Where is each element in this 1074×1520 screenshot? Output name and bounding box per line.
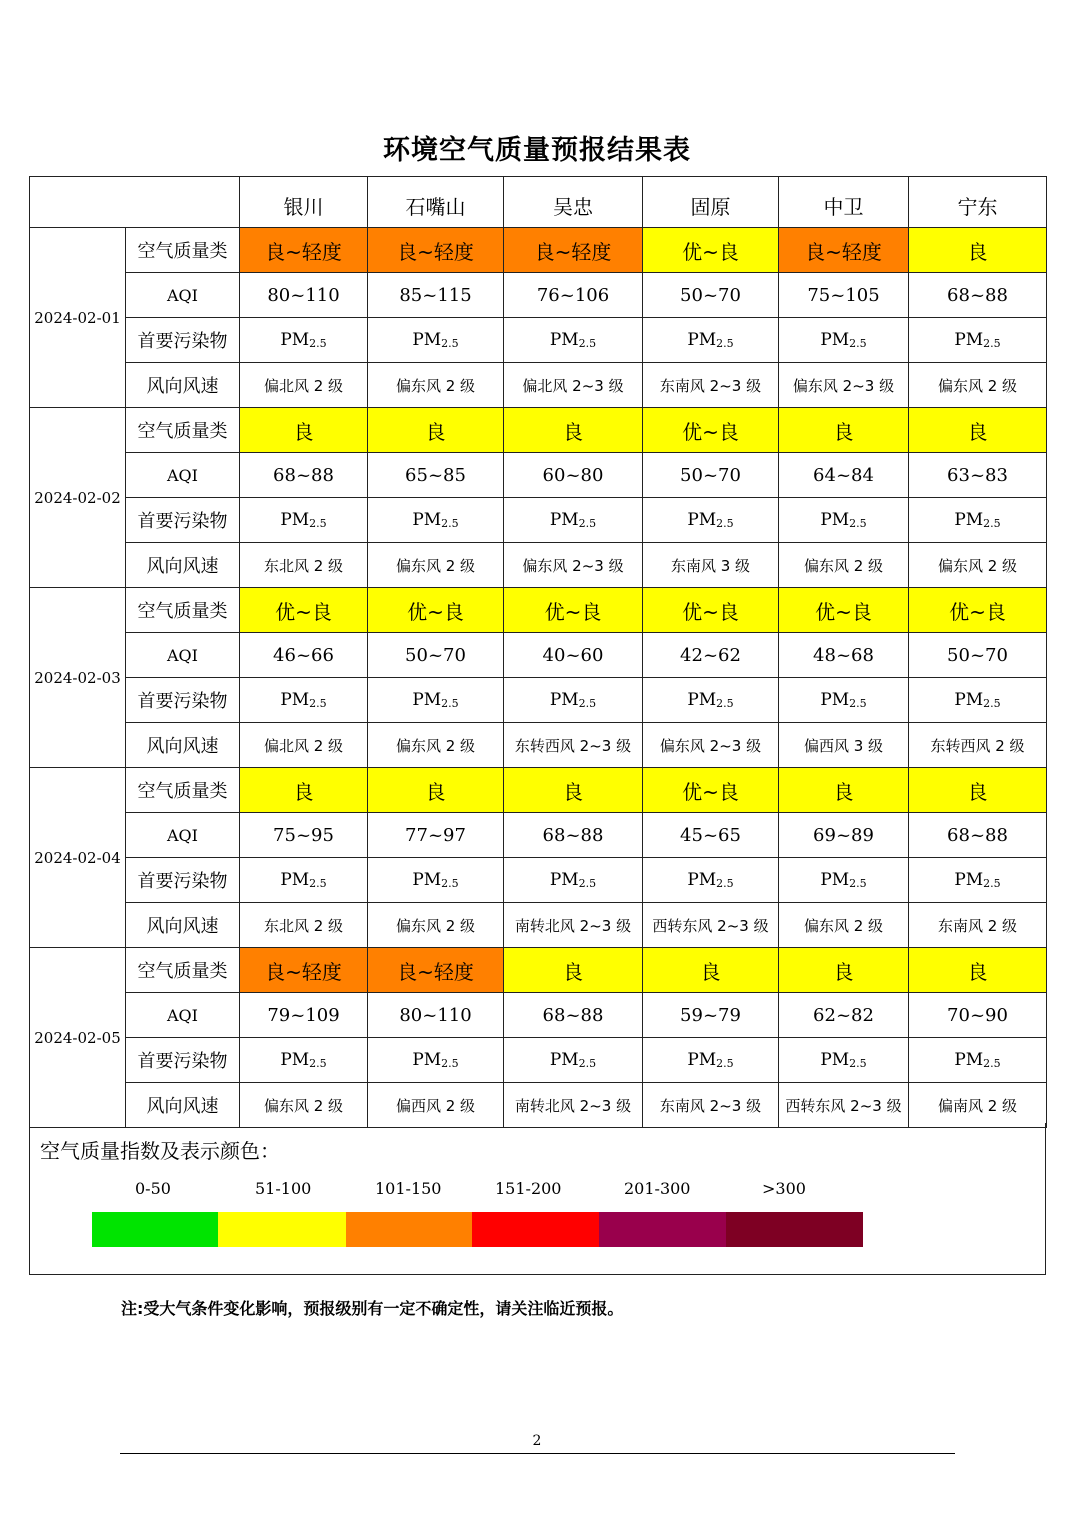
- pollutant-cell: [779, 498, 909, 543]
- aqi-cell: 63~83: [909, 453, 1047, 498]
- aqi-cell: 62~82: [779, 993, 909, 1038]
- aqi-row: [30, 273, 1047, 318]
- row-label-wind: 风向风速: [126, 723, 240, 768]
- pollutant-base: PM: [280, 510, 310, 530]
- pollutant-cell: [779, 318, 909, 363]
- wind-cell: 偏东风 2 级: [368, 363, 504, 408]
- row-label-aqi: AQI: [126, 993, 240, 1038]
- pollutant-subscript: 2.5: [578, 337, 597, 350]
- city-header: 石嘴山: [368, 177, 504, 228]
- legend-range-label: 0-50: [135, 1179, 171, 1198]
- pollutant-base: PM: [820, 1050, 850, 1070]
- pollutant-cell: [368, 858, 504, 903]
- category-cell: 优~良: [643, 588, 779, 633]
- pollutant-base: PM: [820, 690, 850, 710]
- pollutant-cell: [240, 498, 368, 543]
- pollutant-cell: [909, 318, 1047, 363]
- wind-row: [30, 903, 1047, 948]
- category-cell: 良~轻度: [368, 948, 504, 993]
- category-cell: 优~良: [779, 588, 909, 633]
- pollutant-cell: [368, 678, 504, 723]
- aqi-cell: 45~65: [643, 813, 779, 858]
- wind-cell: 偏东风 2 级: [909, 363, 1047, 408]
- legend-range-label: 51-100: [255, 1179, 312, 1198]
- pollutant-subscript: 2.5: [309, 517, 327, 530]
- pollutant-subscript: 2.5: [983, 337, 1001, 350]
- pollutant-subscript: 2.5: [983, 697, 1001, 710]
- pollutant-cell: [240, 318, 368, 363]
- pollutant-cell: [909, 678, 1047, 723]
- aqi-row: [30, 993, 1047, 1038]
- category-cell: 良: [504, 948, 643, 993]
- aqi-cell: 68~88: [504, 993, 643, 1038]
- aqi-cell: 50~70: [643, 273, 779, 318]
- wind-cell: 东转西风 2~3 级: [504, 723, 643, 768]
- aqi-cell: 46~66: [240, 633, 368, 678]
- legend-swatch: [346, 1212, 472, 1247]
- row-label-wind: 风向风速: [126, 363, 240, 408]
- pollutant-cell: [643, 1038, 779, 1083]
- aqi-cell: 50~70: [643, 453, 779, 498]
- pollutant-cell: [504, 1038, 643, 1083]
- forecast-table: [29, 176, 1047, 1128]
- pollutant-subscript: 2.5: [849, 517, 867, 530]
- pollutant-subscript: 2.5: [578, 877, 597, 890]
- category-cell: 优~良: [643, 768, 779, 813]
- category-cell: 良~轻度: [779, 228, 909, 273]
- pollutant-cell: [368, 498, 504, 543]
- wind-cell: 偏东风 2~3 级: [643, 723, 779, 768]
- aqi-row: [30, 813, 1047, 858]
- pollutant-cell: [504, 678, 643, 723]
- pollutant-subscript: 2.5: [849, 1057, 867, 1070]
- pollutant-base: PM: [954, 510, 984, 530]
- category-row: [30, 408, 1047, 453]
- legend-range-label: 201-300: [624, 1179, 691, 1198]
- pollutant-base: PM: [280, 870, 310, 890]
- pollutant-cell: [368, 1038, 504, 1083]
- category-row: [30, 948, 1047, 993]
- legend-panel: [29, 1123, 1046, 1275]
- pollutant-base: PM: [549, 690, 579, 710]
- pollutant-subscript: 2.5: [983, 1057, 1001, 1070]
- aqi-cell: 64~84: [779, 453, 909, 498]
- aqi-cell: 79~109: [240, 993, 368, 1038]
- aqi-cell: 68~88: [504, 813, 643, 858]
- category-cell: 优~良: [643, 408, 779, 453]
- legend-swatch: [92, 1212, 218, 1247]
- footer-divider: [120, 1453, 955, 1454]
- row-label-pollutant: 首要污染物: [126, 678, 240, 723]
- pollutant-cell: [643, 858, 779, 903]
- pollutant-subscript: 2.5: [309, 877, 327, 890]
- pollutant-cell: [909, 858, 1047, 903]
- aqi-cell: 85~115: [368, 273, 504, 318]
- city-header: 固原: [643, 177, 779, 228]
- wind-cell: 东转西风 2 级: [909, 723, 1047, 768]
- wind-cell: 东南风 2~3 级: [643, 363, 779, 408]
- aqi-cell: 68~88: [909, 273, 1047, 318]
- legend-swatch: [218, 1212, 346, 1247]
- pollutant-row: [30, 678, 1047, 723]
- aqi-cell: 80~110: [368, 993, 504, 1038]
- pollutant-base: PM: [954, 690, 984, 710]
- pollutant-subscript: 2.5: [441, 337, 459, 350]
- pollutant-cell: [240, 678, 368, 723]
- date-cell: 2024-02-01: [30, 228, 126, 408]
- row-label-pollutant: 首要污染物: [126, 858, 240, 903]
- pollutant-base: PM: [687, 870, 717, 890]
- aqi-cell: 65~85: [368, 453, 504, 498]
- city-header: 宁东: [909, 177, 1047, 228]
- row-label-aqi: AQI: [126, 453, 240, 498]
- pollutant-subscript: 2.5: [983, 517, 1001, 530]
- pollutant-subscript: 2.5: [716, 337, 734, 350]
- wind-cell: 东南风 2~3 级: [643, 1083, 779, 1128]
- category-cell: 良: [240, 408, 368, 453]
- row-label-category: 空气质量类: [126, 948, 240, 993]
- aqi-cell: 75~105: [779, 273, 909, 318]
- row-label-category: 空气质量类: [126, 408, 240, 453]
- header-corner: [30, 177, 240, 228]
- city-header: 吴忠: [504, 177, 643, 228]
- category-cell: 良: [504, 768, 643, 813]
- category-cell: 良: [368, 408, 504, 453]
- page-title: 环境空气质量预报结果表: [383, 135, 691, 166]
- aqi-cell: 77~97: [368, 813, 504, 858]
- legend-swatch: [472, 1212, 599, 1247]
- wind-cell: 偏北风 2~3 级: [504, 363, 643, 408]
- wind-cell: 南转北风 2~3 级: [504, 903, 643, 948]
- pollutant-base: PM: [687, 330, 717, 350]
- category-cell: 良: [909, 408, 1047, 453]
- pollutant-subscript: 2.5: [578, 1057, 597, 1070]
- pollutant-base: PM: [280, 1050, 310, 1070]
- wind-cell: 西转东风 2~3 级: [779, 1083, 909, 1128]
- pollutant-row: [30, 1038, 1047, 1083]
- row-label-aqi: AQI: [126, 273, 240, 318]
- pollutant-base: PM: [549, 870, 579, 890]
- wind-cell: 偏南风 2 级: [909, 1083, 1047, 1128]
- category-cell: 良: [504, 408, 643, 453]
- aqi-row: [30, 633, 1047, 678]
- pollutant-base: PM: [412, 870, 442, 890]
- category-cell: 良~轻度: [504, 228, 643, 273]
- wind-cell: 东北风 2 级: [240, 903, 368, 948]
- pollutant-subscript: 2.5: [716, 697, 734, 710]
- pollutant-subscript: 2.5: [716, 877, 734, 890]
- wind-cell: 偏东风 2 级: [368, 543, 504, 588]
- pollutant-base: PM: [687, 1050, 717, 1070]
- row-label-wind: 风向风速: [126, 1083, 240, 1128]
- pollutant-cell: [643, 678, 779, 723]
- category-cell: 良: [779, 948, 909, 993]
- wind-cell: 偏东风 2 级: [368, 723, 504, 768]
- pollutant-subscript: 2.5: [309, 337, 327, 350]
- pollutant-base: PM: [687, 510, 717, 530]
- pollutant-cell: [240, 1038, 368, 1083]
- aqi-cell: 40~60: [504, 633, 643, 678]
- pollutant-base: PM: [412, 510, 442, 530]
- pollutant-subscript: 2.5: [441, 877, 459, 890]
- pollutant-base: PM: [954, 1050, 984, 1070]
- pollutant-row: [30, 858, 1047, 903]
- aqi-cell: 69~89: [779, 813, 909, 858]
- aqi-cell: 75~95: [240, 813, 368, 858]
- legend-swatch: [726, 1212, 863, 1247]
- pollutant-subscript: 2.5: [578, 697, 597, 710]
- pollutant-subscript: 2.5: [309, 1057, 327, 1070]
- wind-cell: 偏西风 2 级: [368, 1083, 504, 1128]
- pollutant-base: PM: [549, 510, 579, 530]
- wind-cell: 偏西风 3 级: [779, 723, 909, 768]
- pollutant-subscript: 2.5: [309, 697, 327, 710]
- pollutant-base: PM: [954, 330, 984, 350]
- wind-cell: 偏东风 2~3 级: [779, 363, 909, 408]
- footnote: 注:受大气条件变化影响，预报级别有一定不确定性，请关注临近预报。: [121, 1299, 624, 1318]
- pollutant-cell: [779, 678, 909, 723]
- wind-cell: 偏东风 2 级: [909, 543, 1047, 588]
- pollutant-subscript: 2.5: [716, 517, 734, 530]
- pollutant-base: PM: [280, 330, 310, 350]
- category-cell: 良: [909, 948, 1047, 993]
- pollutant-base: PM: [549, 1050, 579, 1070]
- legend-range-label: >300: [762, 1179, 806, 1198]
- aqi-row: [30, 453, 1047, 498]
- aqi-cell: 48~68: [779, 633, 909, 678]
- aqi-cell: 70~90: [909, 993, 1047, 1038]
- wind-row: [30, 543, 1047, 588]
- aqi-cell: 80~110: [240, 273, 368, 318]
- legend-range-label: 101-150: [375, 1179, 442, 1198]
- wind-cell: 偏东风 2 级: [779, 903, 909, 948]
- category-cell: 良~轻度: [368, 228, 504, 273]
- pollutant-row: [30, 318, 1047, 363]
- pollutant-base: PM: [820, 330, 850, 350]
- pollutant-base: PM: [412, 330, 442, 350]
- pollutant-cell: [368, 318, 504, 363]
- row-label-pollutant: 首要污染物: [126, 498, 240, 543]
- category-cell: 良: [779, 408, 909, 453]
- wind-cell: 东南风 3 级: [643, 543, 779, 588]
- category-cell: 良~轻度: [240, 228, 368, 273]
- wind-cell: 偏东风 2 级: [779, 543, 909, 588]
- date-cell: 2024-02-02: [30, 408, 126, 588]
- pollutant-cell: [779, 858, 909, 903]
- pollutant-base: PM: [820, 870, 850, 890]
- aqi-cell: 76~106: [504, 273, 643, 318]
- pollutant-cell: [240, 858, 368, 903]
- wind-cell: 偏东风 2~3 级: [504, 543, 643, 588]
- pollutant-subscript: 2.5: [441, 1057, 459, 1070]
- wind-cell: 东南风 2 级: [909, 903, 1047, 948]
- pollutant-base: PM: [820, 510, 850, 530]
- row-label-wind: 风向风速: [126, 543, 240, 588]
- date-cell: 2024-02-05: [30, 948, 126, 1128]
- pollutant-subscript: 2.5: [441, 517, 459, 530]
- aqi-cell: 68~88: [909, 813, 1047, 858]
- row-label-category: 空气质量类: [126, 768, 240, 813]
- aqi-cell: 68~88: [240, 453, 368, 498]
- pollutant-subscript: 2.5: [849, 877, 867, 890]
- category-row: [30, 768, 1047, 813]
- wind-cell: 偏北风 2 级: [240, 723, 368, 768]
- category-row: [30, 588, 1047, 633]
- pollutant-cell: [909, 498, 1047, 543]
- pollutant-base: PM: [549, 330, 579, 350]
- wind-row: [30, 1083, 1047, 1128]
- wind-cell: 偏北风 2 级: [240, 363, 368, 408]
- aqi-cell: 60~80: [504, 453, 643, 498]
- row-label-pollutant: 首要污染物: [126, 318, 240, 363]
- pollutant-subscript: 2.5: [849, 697, 867, 710]
- wind-cell: 南转北风 2~3 级: [504, 1083, 643, 1128]
- wind-row: [30, 723, 1047, 768]
- category-cell: 良: [779, 768, 909, 813]
- aqi-cell: 50~70: [909, 633, 1047, 678]
- pollutant-subscript: 2.5: [578, 517, 597, 530]
- row-label-aqi: AQI: [126, 813, 240, 858]
- pollutant-base: PM: [412, 690, 442, 710]
- category-cell: 优~良: [240, 588, 368, 633]
- category-cell: 良: [240, 768, 368, 813]
- wind-cell: 东北风 2 级: [240, 543, 368, 588]
- pollutant-base: PM: [412, 1050, 442, 1070]
- aqi-cell: 59~79: [643, 993, 779, 1038]
- pollutant-cell: [504, 498, 643, 543]
- pollutant-base: PM: [687, 690, 717, 710]
- page-number: 2: [532, 1433, 542, 1449]
- pollutant-subscript: 2.5: [983, 877, 1001, 890]
- legend-title: 空气质量指数及表示颜色：: [40, 1139, 280, 1163]
- category-cell: 良: [909, 228, 1047, 273]
- wind-row: [30, 363, 1047, 408]
- pollutant-base: PM: [954, 870, 984, 890]
- category-cell: 良: [368, 768, 504, 813]
- category-cell: 优~良: [643, 228, 779, 273]
- category-cell: 良~轻度: [240, 948, 368, 993]
- row-label-aqi: AQI: [126, 633, 240, 678]
- legend-swatch: [599, 1212, 726, 1247]
- pollutant-cell: [909, 1038, 1047, 1083]
- category-cell: 良: [643, 948, 779, 993]
- pollutant-cell: [643, 498, 779, 543]
- row-label-category: 空气质量类: [126, 228, 240, 273]
- category-cell: 优~良: [909, 588, 1047, 633]
- pollutant-cell: [504, 858, 643, 903]
- city-header: 银川: [240, 177, 368, 228]
- legend-range-label: 151-200: [495, 1179, 562, 1198]
- date-cell: 2024-02-03: [30, 588, 126, 768]
- category-row: [30, 228, 1047, 273]
- date-cell: 2024-02-04: [30, 768, 126, 948]
- pollutant-cell: [504, 318, 643, 363]
- aqi-cell: 50~70: [368, 633, 504, 678]
- pollutant-subscript: 2.5: [716, 1057, 734, 1070]
- wind-cell: 偏东风 2 级: [368, 903, 504, 948]
- row-label-wind: 风向风速: [126, 903, 240, 948]
- wind-cell: 偏东风 2 级: [240, 1083, 368, 1128]
- pollutant-subscript: 2.5: [441, 697, 459, 710]
- pollutant-base: PM: [280, 690, 310, 710]
- row-label-category: 空气质量类: [126, 588, 240, 633]
- category-cell: 优~良: [504, 588, 643, 633]
- pollutant-cell: [643, 318, 779, 363]
- category-cell: 优~良: [368, 588, 504, 633]
- pollutant-cell: [779, 1038, 909, 1083]
- row-label-pollutant: 首要污染物: [126, 1038, 240, 1083]
- header-row: [30, 177, 1047, 228]
- pollutant-row: [30, 498, 1047, 543]
- wind-cell: 西转东风 2~3 级: [643, 903, 779, 948]
- city-header: 中卫: [779, 177, 909, 228]
- aqi-cell: 42~62: [643, 633, 779, 678]
- pollutant-subscript: 2.5: [849, 337, 867, 350]
- category-cell: 良: [909, 768, 1047, 813]
